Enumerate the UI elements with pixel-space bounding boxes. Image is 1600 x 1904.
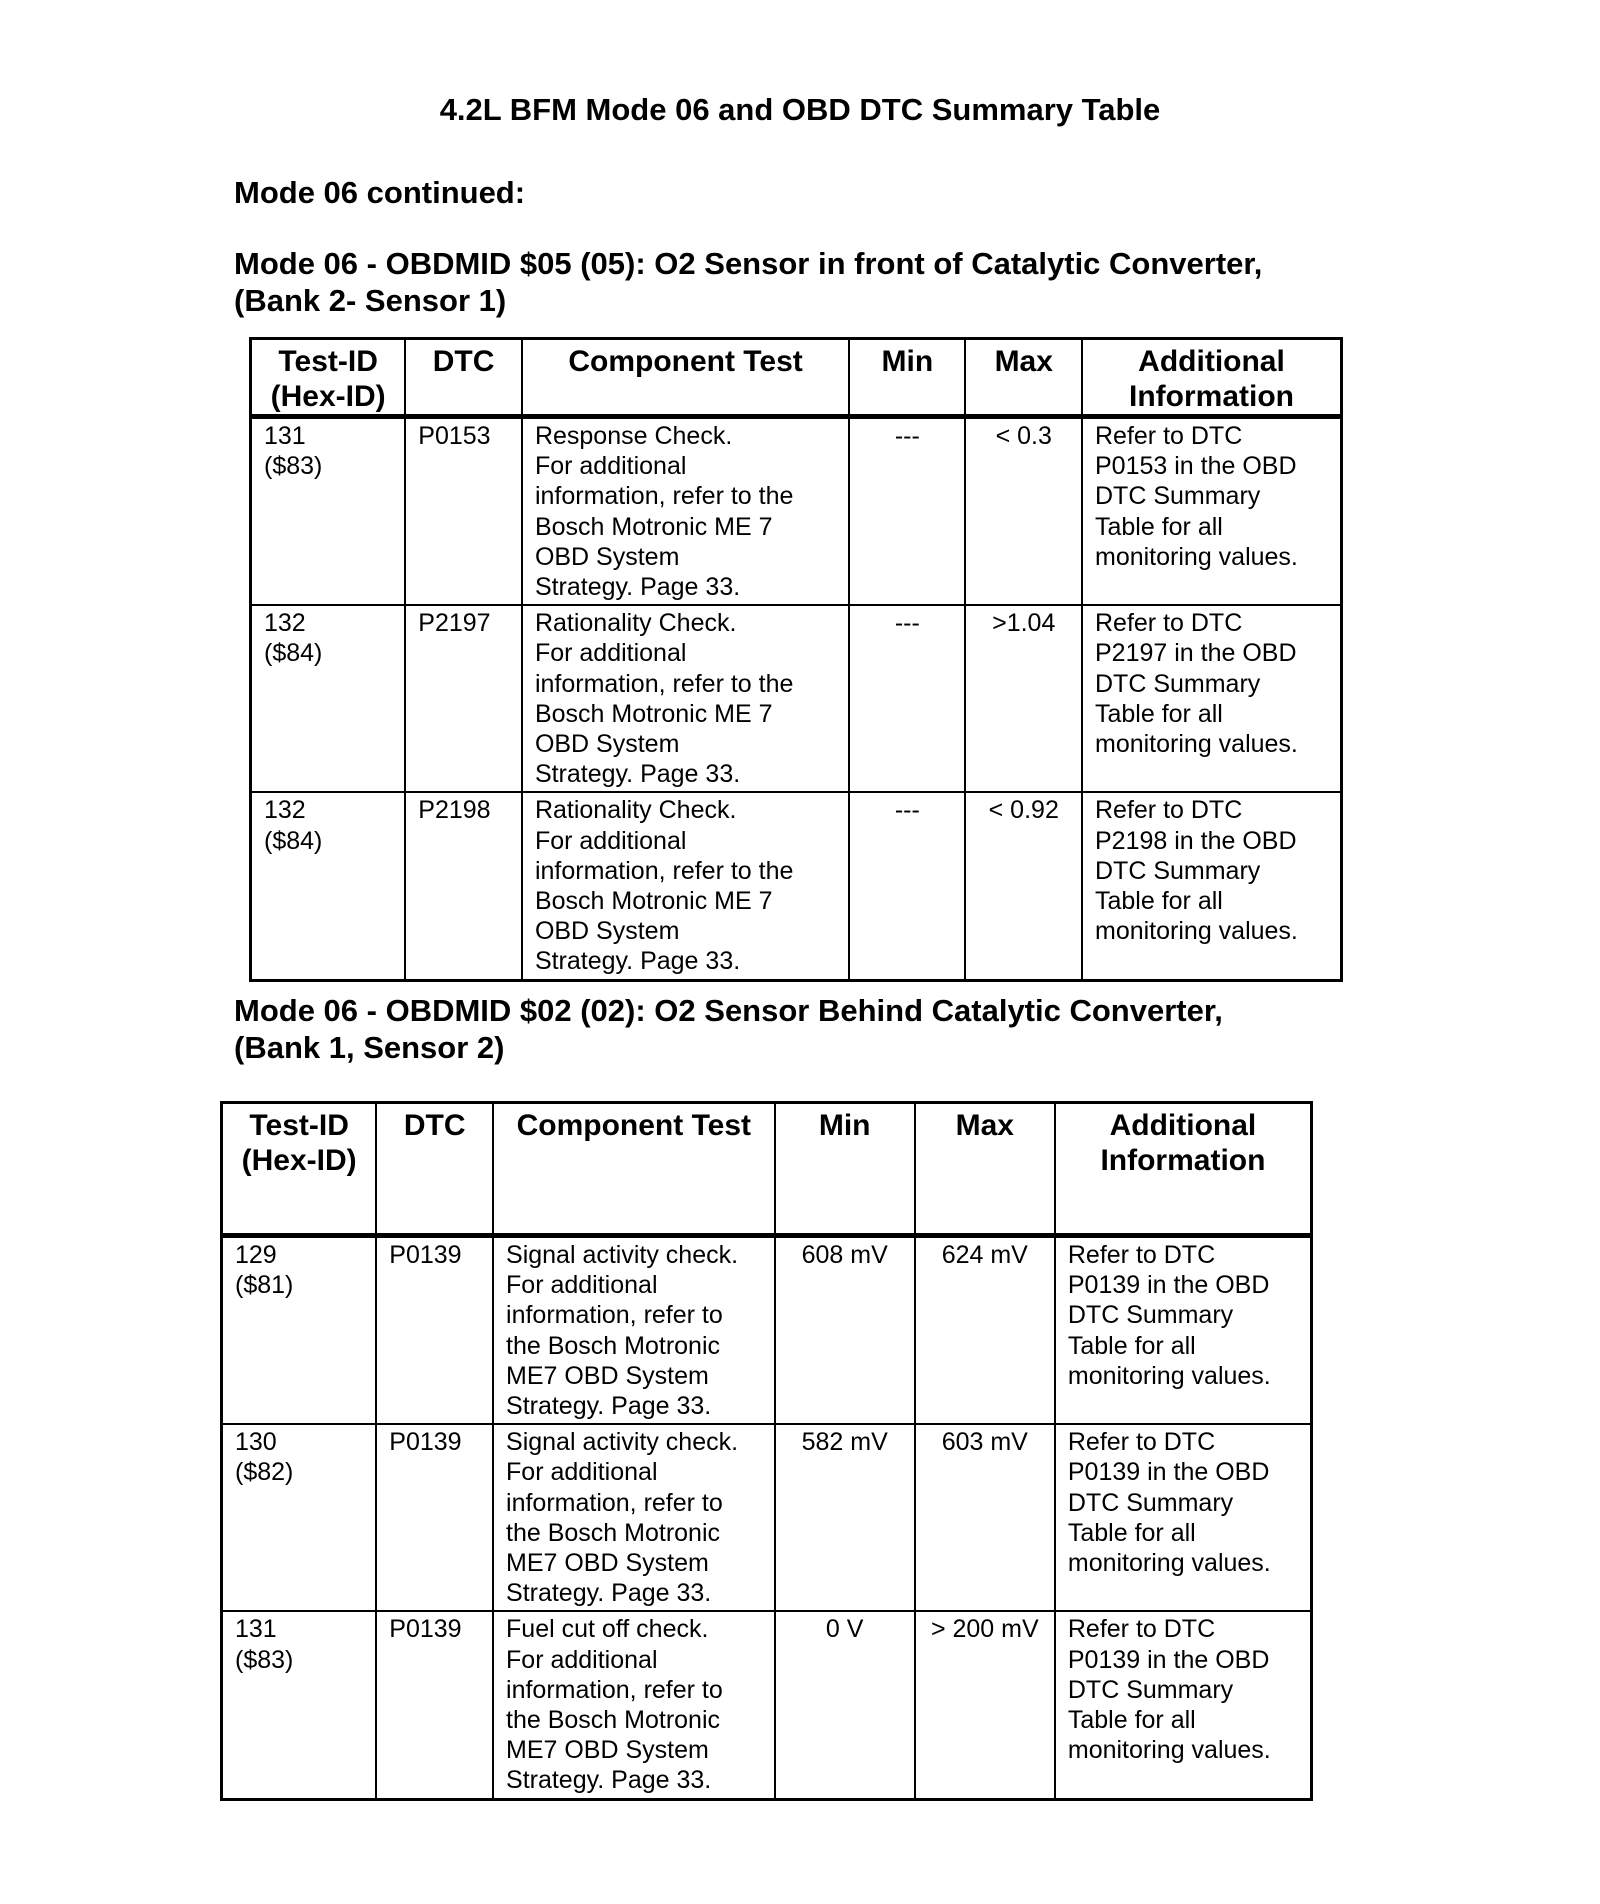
section1-heading-line2: (Bank 2- Sensor 1) xyxy=(234,283,507,318)
hex-id: ($82) xyxy=(235,1458,294,1487)
additional-info-line: monitoring values. xyxy=(1067,1361,1271,1390)
additional-info-line: DTC Summary xyxy=(1095,669,1261,698)
table-row xyxy=(251,792,1342,980)
component-test-line: For additional xyxy=(534,826,687,855)
table-row xyxy=(251,605,1342,792)
col-header-test-id-line2: (Hex-ID) xyxy=(241,1144,357,1177)
col-header-test-id xyxy=(251,339,406,417)
additional-info-line: P0139 in the OBD xyxy=(1067,1645,1270,1674)
col-header-additional-line2: Information xyxy=(1100,1144,1266,1177)
cell-dtc: P0153 xyxy=(405,417,522,606)
cell-dtc: P2197 xyxy=(405,605,522,792)
cell-component-test xyxy=(522,417,849,606)
cell-additional-info xyxy=(1082,792,1342,980)
component-test-line: For additional xyxy=(534,639,687,668)
col-header-test-id xyxy=(222,1103,377,1236)
col-header-test-id-line1: Test-ID xyxy=(278,345,378,378)
test-id: 131 xyxy=(264,422,306,450)
hex-id: ($81) xyxy=(235,1271,294,1300)
col-header-additional-line2: Information xyxy=(1129,380,1294,413)
component-test-line: OBD System xyxy=(534,730,680,759)
additional-info-line: Table for all xyxy=(1095,887,1223,916)
test-id: 130 xyxy=(235,1428,277,1457)
additional-info-line: monitoring values. xyxy=(1095,542,1298,571)
additional-info-line: P2198 in the OBD xyxy=(1095,826,1297,855)
cell-test-id xyxy=(251,417,406,606)
cell-dtc: P2198 xyxy=(405,792,522,980)
component-test-line: For additional xyxy=(506,1271,658,1300)
cell-min: --- xyxy=(849,792,965,980)
additional-info-line: monitoring values. xyxy=(1095,730,1298,759)
cell-min: 582 mV xyxy=(775,1424,915,1611)
cell-additional-info xyxy=(1055,1424,1312,1611)
component-test-line: information, refer to xyxy=(506,1675,723,1704)
additional-info-line: DTC Summary xyxy=(1067,1675,1234,1704)
component-test-line: information, refer to xyxy=(506,1301,723,1330)
component-test-line: the Bosch Motronic xyxy=(506,1331,721,1360)
component-test-line: Signal activity check. xyxy=(506,1241,739,1269)
additional-info-line: Refer to DTC xyxy=(1095,609,1243,638)
component-test-line: Rationality Check. xyxy=(534,796,737,825)
cell-additional-info xyxy=(1082,605,1342,792)
table-row xyxy=(222,1236,1312,1425)
section2-heading-line2: (Bank 1, Sensor 2) xyxy=(234,1030,505,1065)
component-test-line: ME7 OBD System xyxy=(506,1361,709,1390)
col-header-max: Max xyxy=(915,1103,1055,1236)
additional-info-line: monitoring values. xyxy=(1067,1736,1271,1765)
additional-info-line: monitoring values. xyxy=(1095,917,1298,946)
col-header-max: Max xyxy=(965,339,1082,417)
cell-max: >1.04 xyxy=(965,605,1082,792)
cell-min: 608 mV xyxy=(775,1236,915,1425)
col-header-dtc: DTC xyxy=(405,339,522,417)
component-test-line: For additional xyxy=(506,1645,658,1674)
cell-additional-info xyxy=(1055,1611,1312,1799)
table-row xyxy=(222,1424,1312,1611)
additional-info-line: DTC Summary xyxy=(1067,1301,1234,1330)
hex-id: ($84) xyxy=(264,826,323,855)
hex-id: ($84) xyxy=(264,639,323,668)
cell-test-id xyxy=(222,1611,377,1799)
cell-max: 624 mV xyxy=(915,1236,1055,1425)
component-test-line: For additional xyxy=(506,1458,658,1487)
component-test-line: information, refer to the xyxy=(534,669,794,698)
additional-info-line: Refer to DTC xyxy=(1067,1428,1216,1457)
component-test-line: Strategy. Page 33. xyxy=(534,760,741,789)
cell-component-test xyxy=(493,1424,775,1611)
component-test-line: Strategy. Page 33. xyxy=(506,1392,712,1421)
section1-heading-line1: Mode 06 - OBDMID $05 (05): O2 Sensor in front of Catalytic Converter, xyxy=(234,246,1263,281)
cell-dtc: P0139 xyxy=(376,1236,493,1425)
col-header-component-test: Component Test xyxy=(493,1103,775,1236)
cell-max: 603 mV xyxy=(915,1424,1055,1611)
cell-test-id xyxy=(222,1236,377,1425)
col-header-min: Min xyxy=(849,339,965,417)
additional-info-line: DTC Summary xyxy=(1067,1488,1234,1517)
cell-max: > 200 mV xyxy=(915,1611,1055,1799)
component-test-line: ME7 OBD System xyxy=(506,1736,709,1765)
component-test-line: For additional xyxy=(534,452,687,481)
col-header-additional-line1: Additional xyxy=(1109,1109,1257,1142)
component-test-line: Strategy. Page 33. xyxy=(506,1766,712,1795)
component-test-line: information, refer to the xyxy=(534,482,794,511)
col-header-component-test: Component Test xyxy=(522,339,849,417)
cell-test-id xyxy=(222,1424,377,1611)
component-test-line: Bosch Motronic ME 7 xyxy=(534,512,773,541)
test-id: 131 xyxy=(235,1615,277,1644)
cell-max: < 0.3 xyxy=(965,417,1082,606)
dtc-table-section2 xyxy=(220,1101,1313,1801)
component-test-line: Signal activity check. xyxy=(506,1428,739,1457)
col-header-min: Min xyxy=(775,1103,915,1236)
additional-info-line: DTC Summary xyxy=(1095,856,1261,885)
table-header-row xyxy=(222,1103,1312,1236)
subheading: Mode 06 continued: xyxy=(234,175,526,210)
test-id: 132 xyxy=(264,796,306,825)
cell-dtc: P0139 xyxy=(376,1611,493,1799)
page-title: 4.2L BFM Mode 06 and OBD DTC Summary Table xyxy=(439,92,1161,127)
cell-max: < 0.92 xyxy=(965,792,1082,980)
test-id: 132 xyxy=(264,609,306,638)
cell-min: --- xyxy=(849,417,965,606)
component-test-line: OBD System xyxy=(534,542,680,571)
component-test-line: Bosch Motronic ME 7 xyxy=(534,887,773,916)
additional-info-line: P0139 in the OBD xyxy=(1067,1271,1270,1300)
component-test-line: the Bosch Motronic xyxy=(506,1706,721,1735)
component-test-line: Strategy. Page 33. xyxy=(534,947,741,976)
cell-component-test xyxy=(522,792,849,980)
cell-component-test xyxy=(522,605,849,792)
dtc-table-section1 xyxy=(249,337,1343,982)
component-test-line: the Bosch Motronic xyxy=(506,1518,721,1547)
component-test-line: OBD System xyxy=(534,917,680,946)
cell-test-id xyxy=(251,605,406,792)
section2-heading xyxy=(234,992,1223,1066)
additional-info-line: Table for all xyxy=(1095,512,1223,541)
additional-info-line: Table for all xyxy=(1095,699,1223,728)
hex-id: ($83) xyxy=(235,1645,294,1674)
additional-info-line: monitoring values. xyxy=(1067,1549,1271,1578)
col-header-additional-info xyxy=(1055,1103,1312,1236)
table-row xyxy=(251,417,1342,606)
table-body xyxy=(251,417,1342,981)
component-test-line: Rationality Check. xyxy=(534,609,737,638)
table-row xyxy=(222,1611,1312,1799)
additional-info-line: P0139 in the OBD xyxy=(1067,1458,1270,1487)
cell-component-test xyxy=(493,1236,775,1425)
cell-dtc: P0139 xyxy=(376,1424,493,1611)
hex-id: ($83) xyxy=(264,452,323,481)
additional-info-line: Refer to DTC xyxy=(1067,1615,1216,1644)
additional-info-line: P2197 in the OBD xyxy=(1095,639,1297,668)
additional-info-line: Refer to DTC xyxy=(1067,1241,1216,1269)
cell-test-id xyxy=(251,792,406,980)
col-header-test-id-line1: Test-ID xyxy=(249,1109,349,1142)
additional-info-line: Refer to DTC xyxy=(1095,796,1243,825)
additional-info-line: Table for all xyxy=(1067,1706,1196,1735)
col-header-test-id-line2: (Hex-ID) xyxy=(270,380,386,413)
component-test-line: information, refer to xyxy=(506,1488,723,1517)
table-header-row xyxy=(251,339,1342,417)
component-test-line: Fuel cut off check. xyxy=(506,1615,709,1644)
table-body xyxy=(222,1236,1312,1800)
component-test-line: information, refer to the xyxy=(534,856,794,885)
col-header-additional-line1: Additional xyxy=(1138,345,1285,378)
section1-heading xyxy=(234,245,1262,319)
cell-component-test xyxy=(493,1611,775,1799)
col-header-dtc: DTC xyxy=(376,1103,493,1236)
component-test-line: Bosch Motronic ME 7 xyxy=(534,699,773,728)
cell-additional-info xyxy=(1082,417,1342,606)
component-test-line: ME7 OBD System xyxy=(506,1549,709,1578)
additional-info-line: DTC Summary xyxy=(1095,482,1261,511)
cell-min: 0 V xyxy=(775,1611,915,1799)
section2-heading-line1: Mode 06 - OBDMID $02 (02): O2 Sensor Behind Catalytic Converter, xyxy=(234,993,1223,1028)
cell-min: --- xyxy=(849,605,965,792)
component-test-line: Strategy. Page 33. xyxy=(534,573,741,602)
additional-info-line: Refer to DTC xyxy=(1095,422,1243,450)
cell-additional-info xyxy=(1055,1236,1312,1425)
component-test-line: Response Check. xyxy=(534,422,733,450)
additional-info-line: Table for all xyxy=(1067,1518,1196,1547)
test-id: 129 xyxy=(235,1241,277,1269)
additional-info-line: Table for all xyxy=(1067,1331,1196,1360)
additional-info-line: P0153 in the OBD xyxy=(1095,452,1297,481)
col-header-additional-info xyxy=(1082,339,1342,417)
component-test-line: Strategy. Page 33. xyxy=(506,1579,712,1608)
